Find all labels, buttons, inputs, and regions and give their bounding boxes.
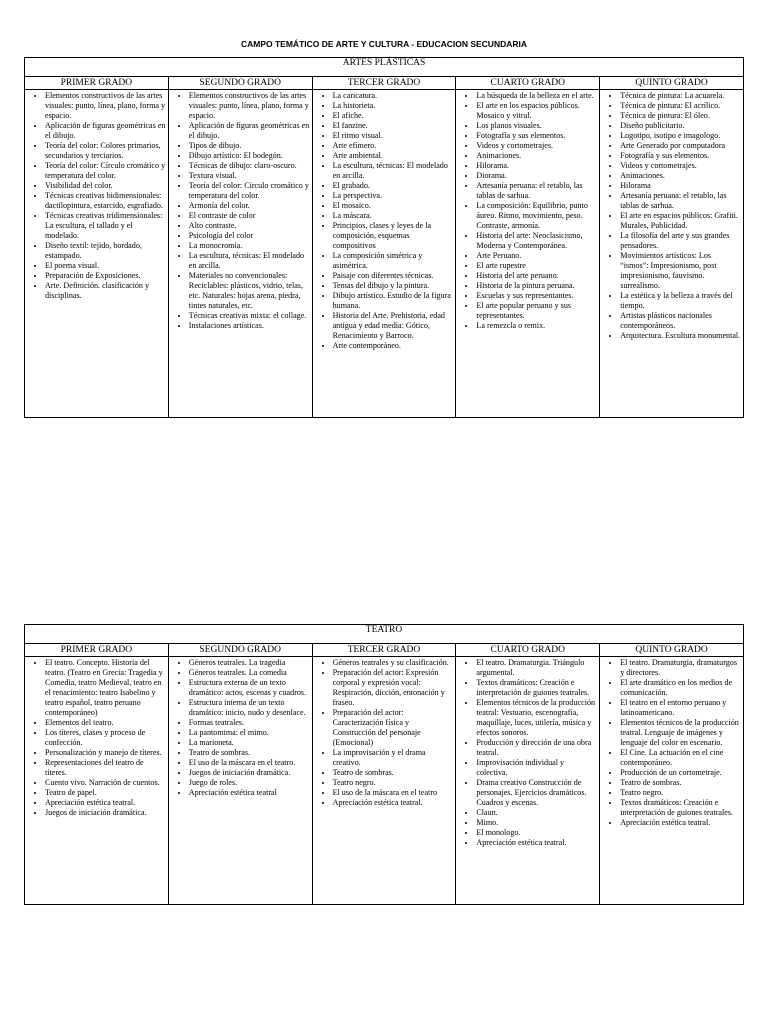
topic-item: • El uso de la máscara en el teatro [333,788,454,798]
topic-item: • Géneros teatrales y su clasificación. [333,658,454,668]
topic-item: • Historia del Arte. Prehistoria, edad antigua y edad media: Gótico, Renacimiento y Barroco. [333,311,454,341]
topic-item: • Artesanía peruana: el retablo, las tablas de sarhua. [620,191,741,211]
topic-item: • Diseño textil: tejido, bordado, estampado. [45,241,166,261]
topic-item: • La composición: Equilibrio, punto áureo. Ritmo, movimiento, peso. Contraste, armonía. [476,201,597,231]
topic-item: • Elementos constructivos de las artes visuales: punto, línea, plano, forma y espacio. [45,91,166,121]
topic-item: • Apreciación estética teatral. [333,798,454,808]
topic-item: • El arte popular peruano y sus representantes. [476,301,597,321]
topic-item: • Técnica de pintura: La acuarela. [620,91,741,101]
topic-item: • Diseño publicitario. [620,121,741,131]
topic-item: • Producción de un cortometraje. [620,768,741,778]
topic-item: • La monocromía. [189,241,310,251]
column-segundo-grado [168,90,312,418]
topic-item: • Géneros teatrales. La tragedia [189,658,310,668]
topic-item: • La composición simétrica y asimétrica. [333,251,454,271]
topic-item: • Arquitectura. Escultura monumental. [620,331,741,341]
topic-item: • Técnicas de dibujo: claro-oscuro. [189,161,310,171]
column-quinto-grado [600,90,744,418]
topic-item: • El arte en espacios públicos: Grafiti. Murales, Publicidad. [620,211,741,231]
topic-item: • Dibujo artístico: El bodegón. [189,151,310,161]
topic-item: • Teoría del color: Círculo cromático y temperatura del color. [189,181,310,201]
topic-item: • Diorama. [476,171,597,181]
grade-header-quinto: QUINTO GRADO [600,77,744,90]
topic-item: • Apreciación estética teatral [189,788,310,798]
topic-item: • Técnica de pintura: El acrílico. [620,101,741,111]
topic-list [600,657,743,828]
topic-item: • Artesanía peruana: el retablo, las tablas de sarhua. [476,181,597,201]
grade-header-primer: PRIMER GRADO [25,644,169,657]
grade-header-quinto: QUINTO GRADO [600,644,744,657]
teatro-table [24,624,744,905]
topic-item: • La búsqueda de la belleza en el arte. [476,91,597,101]
topic-item: • Videos y cortometrajes. [620,161,741,171]
topic-item: • Preparación del actor: Expresión corporal y expresión vocal: Respiración, dicción, entonación y fraseo. [333,668,454,708]
topic-item: • La pantomima: el mimo. [189,728,310,738]
topic-item: • Textura visual. [189,171,310,181]
topic-item: • Aplicación de figuras geométricas en el dibujo. [45,121,166,141]
topic-item: • Apreciación estética teatral. [620,818,741,828]
topic-item: • Visibilidad del color. [45,181,166,191]
topic-item: • La filosofía del arte y sus grandes pensadores. [620,231,741,251]
topic-item: • Tipos de dibujo. [189,141,310,151]
column-cuarto-grado [456,90,600,418]
artes-plasticas-table [24,57,744,418]
topic-item: • Los planos visuales. [476,121,597,131]
topic-item: • La escultura, técnicas: El modelado en arcilla. [189,251,310,271]
topic-item: • Mimo. [476,818,597,828]
column-tercer-grado [312,657,456,905]
topic-list [169,90,312,331]
topic-item: • El contraste de color [189,211,310,221]
topic-item: • Teatro negro. [620,788,741,798]
topic-item: • Psicología del color [189,231,310,241]
topic-item: • Arte efímero. [333,141,454,151]
topic-item: • La máscara. [333,211,454,221]
topic-item: • Teatro negro. [333,778,454,788]
topic-list [25,90,168,301]
grade-header-primer: PRIMER GRADO [25,77,169,90]
topic-item: • Videos y cortometrajes. [476,141,597,151]
topic-item: • Fotografía y sus elementos. [620,151,741,161]
topic-item: • Juegos de iniciación dramática. [189,768,310,778]
topic-list [25,657,168,818]
topic-item: • Elementos técnicos de la producción teatral: Vestuario, escenografía, maquillaje, luces, utilería, música y efectos sonoros. [476,698,597,738]
grade-header-cuarto: CUARTO GRADO [456,644,600,657]
topic-item: • El arte dramático en los medios de comunicación. [620,678,741,698]
column-primer-grado [25,657,169,905]
topic-item: • Fotografía y sus elementos. [476,131,597,141]
topic-item: • Juego de roles. [189,778,310,788]
topic-item: • Cuento vivo. Narración de cuentos. [45,778,166,788]
topic-item: • El Cine. La actuación en el cine contemporáneo. [620,748,741,768]
topic-item: • Técnicas creativas tridimensionales: La escultura, el tallado y el modelado. [45,211,166,241]
topic-item: • Escuelas y sus representantes. [476,291,597,301]
grade-header-segundo: SEGUNDO GRADO [168,77,312,90]
topic-item: • Arte Generado por computadora [620,141,741,151]
topic-item: • Elementos del teatro. [45,718,166,728]
topic-item: • Preparación del actor: Caracterización física y Construcción del personaje (Emocional) [333,708,454,748]
topic-item: • Apreciación estética teatral. [476,838,597,848]
topic-list [600,90,743,341]
topic-item: • Drama creativo Construcción de personajes. Ejercicios dramáticos. Cuadros y escenas. [476,778,597,808]
topic-item: • El arte en los espacios públicos. Mosaico y vitral. [476,101,597,121]
topic-item: • La marioneta. [189,738,310,748]
topic-item: • Técnicas creativas bidimensionales: dactilopintura, estarcido, esgrafiado. [45,191,166,211]
topic-item: • Preparación de Exposiciones. [45,271,166,281]
column-cuarto-grado [456,657,600,905]
topic-item: • Historia del arte: Neoclasicismo, Moderna y Contemporánea. [476,231,597,251]
topic-item: • La historieta. [333,101,454,111]
topic-item: • Arte. Definición. clasificación y disciplinas. [45,281,166,301]
topic-item: • Teoría del color: Círculo cromático y temperatura del color. [45,161,166,181]
topic-item: • El mosaico. [333,201,454,211]
topic-item: • La caricatura. [333,91,454,101]
topic-item: • Teatro de sombras. [620,778,741,788]
topic-item: • Formas teatrales. [189,718,310,728]
topic-item: • Los títeres, clases y proceso de confección. [45,728,166,748]
topic-item: • La remezcla o remix. [476,321,597,331]
topic-item: • El afiche. [333,111,454,121]
section-header-teatro: TEATRO [25,625,744,644]
topic-item: • El poema visual. [45,261,166,271]
topic-item: • Teatro de papel. [45,788,166,798]
grade-header-tercer: TERCER GRADO [312,644,456,657]
topic-item: • Apreciación estética teatral. [45,798,166,808]
topic-item: • Representaciones del teatro de títeres. [45,758,166,778]
topic-item: • La perspectiva. [333,191,454,201]
topic-item: • Técnica de pintura: El óleo. [620,111,741,121]
topic-item: • El arte rupestre [476,261,597,271]
topic-item: • La improvisación y el drama creativo. [333,748,454,768]
topic-item: • Aplicación de figuras geométricas en el dibujo. [189,121,310,141]
topic-item: • Teoría del color: Colores primarios, secundarios y terciarios. [45,141,166,161]
topic-item: • Principios, clases y leyes de la composición, esquemas compositivos [333,221,454,251]
topic-item: • Dibujo artístico. Estudio de la figura humana. [333,291,454,311]
topic-item: • Juegos de iniciación dramática. [45,808,166,818]
topic-item: • Animaciones. [620,171,741,181]
grade-header-segundo: SEGUNDO GRADO [168,644,312,657]
topic-item: • La estética y la belleza a través del tiempo. [620,291,741,311]
topic-item: • Logotipo, isotipo e imagologo. [620,131,741,141]
topic-item: • Temas del dibujo y la pintura. [333,281,454,291]
topic-item: • Estructura interna de un texto dramático: inicio, nudo y desenlace. [189,698,310,718]
topic-list [456,90,599,331]
topic-item: • Claun. [476,808,597,818]
topic-item: • Materiales no convencionales: Reciclables: plásticos, vidrio, telas, etc. Naturales: hojas arena, piedra, tintes naturales, etc. [189,271,310,311]
topic-item: • Textos dramáticos: Creación e interpretación de guiones teatrales. [620,798,741,818]
section-header-artes-plasticas: ARTES PLÁSTICAS [25,58,744,77]
topic-item: • Hilorama [620,181,741,191]
topic-item: • Historia de la pintura peruana. [476,281,597,291]
topic-item: • Textos dramáticos: Creación e interpretación de guiones teatrales. [476,678,597,698]
topic-item: • Arte Peruano. [476,251,597,261]
topic-item: • El fanzine. [333,121,454,131]
topic-item: • Teatro de sombras. [333,768,454,778]
topic-item: • El ritmo visual. [333,131,454,141]
topic-item: • Movimientos artísticos: Los “ismos”: Impresionismo, post impresionismo, fauvismo. surrealismo. [620,251,741,291]
topic-item: • Hiloramа. [476,161,597,171]
topic-item: • Arte ambiental. [333,151,454,161]
topic-item: • Elementos técnicos de la producción teatral. Lenguaje de imágenes y lenguaje del color en escenario. [620,718,741,748]
topic-item: • El grabado. [333,181,454,191]
topic-item: • Paisaje con diferentes técnicas. [333,271,454,281]
grade-header-tercer: TERCER GRADO [312,77,456,90]
topic-item: • Historia del arte peruano. [476,271,597,281]
topic-item: • El monologo. [476,828,597,838]
topic-item: • El uso de la máscara en el teatro. [189,758,310,768]
topic-item: • El teatro en el entorno peruano y latinoamericano. [620,698,741,718]
topic-item: • Producción y dirección de una obra teatral. [476,738,597,758]
topic-item: • Armonía del color. [189,201,310,211]
topic-list [169,657,312,798]
topic-item: • Alto contraste. [189,221,310,231]
topic-item: • Géneros teatrales. La comedia [189,668,310,678]
topic-list [456,657,599,848]
topic-item: • Instalaciones artísticas. [189,321,310,331]
topic-item: • Improvisación individual y colectiva. [476,758,597,778]
topic-item: • Personalización y manejo de títeres. [45,748,166,758]
topic-item: • Arte contemporáneo. [333,341,454,351]
topic-item: • Técnicas creativas mixta: el collage. [189,311,310,321]
grade-header-cuarto: CUARTO GRADO [456,77,600,90]
topic-item: • El teatro. Dramaturgia. Triángulo argumental. [476,658,597,678]
column-primer-grado [25,90,169,418]
column-segundo-grado [168,657,312,905]
topic-item: • Teatro de sombras. [189,748,310,758]
topic-list [313,90,456,351]
topic-item: • Artistas plásticos nacionales contemporáneos. [620,311,741,331]
topic-item: • La escultura, técnicas: El modelado en arcilla. [333,161,454,181]
topic-item: • Estructura externa de un texto dramático: actos, escenas y cuadros. [189,678,310,698]
topic-item: • Animaciones. [476,151,597,161]
topic-item: • El teatro. Concepto. Historia del teatro. (Teatro en Grecia: Tragedia y Comedia, teatro Medieval, teatro en el renacimiento: teatro Isabelino y teatro español, teatro peruano contemporáneo) [45,658,166,718]
topic-item: • Elementos constructivos de las artes visuales: punto, línea, plano, forma y espacio. [189,91,310,121]
topic-list [313,657,456,808]
document-title: CAMPO TEMÁTICO DE ARTE Y CULTURA - EDUCACION SECUNDARIA [240,39,527,49]
column-tercer-grado [312,90,456,418]
column-quinto-grado [600,657,744,905]
topic-item: • El teatro. Dramaturgia, dramaturgos y directores. [620,658,741,678]
